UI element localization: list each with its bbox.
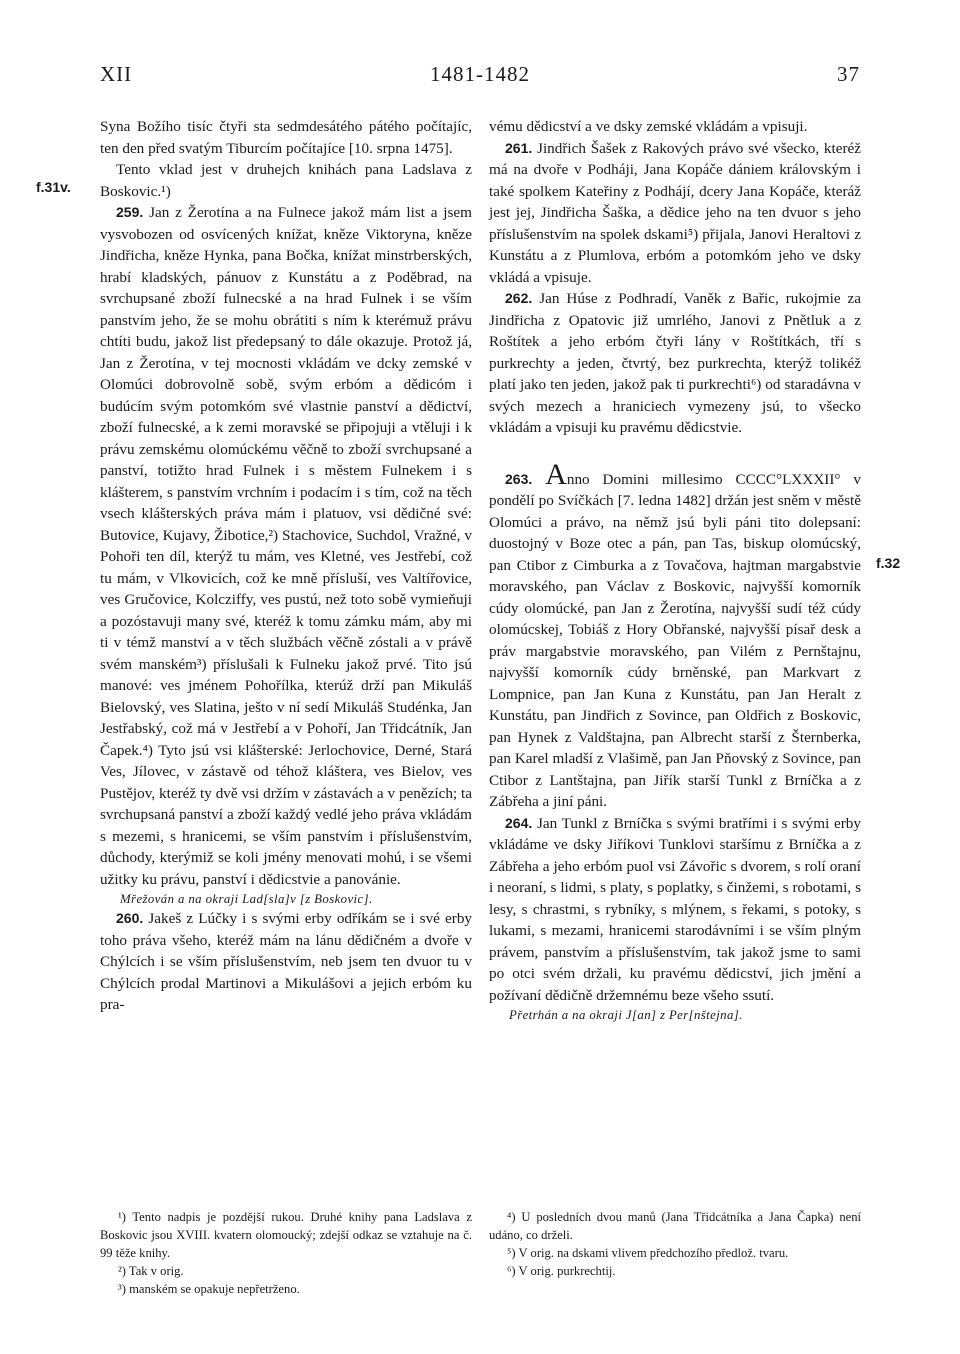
initial-letter: A xyxy=(545,457,567,491)
entry-text: Jindřich Šašek z Rakových právo své všecko, kteréž má na dvoře v Podháji, Jana Kopáče dániem královským i také spolkem Kateřiny z Podhájí, dcery Jana Kopáče, kteráž jest jej, Jindřicha Šaška, a dědice jeho na ten dvuor s jeho příslušenstvím na spolek dskami⁵) přijala, Janovi Heraltovi z Kunstátu a z Plumlova, erbóm a potomkóm jeho ve dsky vkládá a vpisuje. xyxy=(489,139,862,286)
entry-number: 264. xyxy=(505,814,533,831)
entry-text: Jakeš z Lúčky i s svými erby odříkám se i své erby toho práva všeho, kteréž mám na lánu dědičném a dvoře v Chýlcích i se vším příslušenstvím, neb jsem ten dvuor tu v Chýlcích prodal Martinovi a Mikulášovi a jejich erbóm ku pra- xyxy=(100,910,473,1013)
entry-text: Jan Húse z Podhradí, Vaněk z Bařic, rukojmie za Jindřicha z Opatovic již umrlého, Janovi z Pnětluk a z Roštítek a jeho erbóm čtyři lány v Roštítkách, tří s purkrechty a jeden, čtvrtý, bez purkrechta, kterýž tolikéž platí jako ten jeden, jakož pak ti purkrechti⁶) od staradávna v svých mezech a hraniciech vymezeny jsú, to všecko vkládám a vpisuji ku pravému dědicstvie. xyxy=(489,290,861,436)
entry-258-note: Tento vklad jest v druhejch knihách pana Ladslava z Boskovic.¹) xyxy=(100,161,472,200)
entry-number: 259. xyxy=(116,204,144,220)
entry-262 xyxy=(489,288,861,439)
footnote-3: ³) manském se opakuje nepřetrženo. xyxy=(118,1282,300,1296)
entry-264-annotation: Přetrhán a na okraji J[an] z Per[nštejna]. xyxy=(509,1008,743,1022)
left-column xyxy=(100,116,472,1016)
entry-text: Jan z Žerotína a na Fulnece jakož mám list a jsem vysvobozen od osvícených knížat, kněze Viktoryna, kněze Jindřicha, kněze Hynka, pana Bočka, knížat minstrberských, hrabí kladských, pánuov z Kunstátu a z Poděbrad, na svrchupsané zboží fulnecské a na hrad Fulnek i se vším panstvím jeho, že se mohu obrátiti s ním k kterémuž právu chtíti budu, jakož list předepsaný to dále okazuje. Protož já, Jan z Žerotína, v tej mocnosti vkládám ve dcky zemské v Olomúci dobrovolně sobě, svým erbóm a dědicóm i budúcím svým potomkóm své vlastnie panství a dědictví, zboží fulnecské, a k zemi moravské se připojuji a vtěluji i k právu zemskému olomúckému věčně to zboží svrchupsané a panství, totižto hrad Fulnek i s městem Fulnekem i s klášterem, s panstvím vrchním i podacím i s tím, což na těch vsech klášterských práva mám i platuov, vsi dědičné své: Butovice, Kujavy, Žibotice,²) Stachovice, Suchdol, Vražné, v Pohoři ten díl, kterýž tu mám, ves Kletné, ves Jestřebí, což tu mám, v Vlkovicích, což ke mně přísluší, ves Valtířovice, ves Gručovice, Kolcziffy, ves pustú, než toto sobě vymieňuji a pozóstavuji many své, kteréž k tomu zámku mám, aby mi ti v témž manství a v těch službách věčně zóstali a v právě svém manském³) příslušali k Fulneku jakož prvé. Tito jsú manové: ves jménem Pohořílka, kterúž drží pan Mikuláš Bielovský, ves Slatina, ješto v ní sedí Mikuláš Studénka, Jan Jestřabský, což má v Jestřebí a v Pohoří, Jan Třidcátník, Jan Čapek.⁴) Tyto jsú vsi klášterské: Jerlochovice, Derné, Stará Ves, Jílovec, v zástavě od téhož kláštera, ves Bielov, ves Pustějov, kteréž ty dvě vsi držím v zástavách a v penězích; ta svrchupsaná panství a zboží každý vedlé jeho práva vkládám s mezemi, s hranicemi, se vším panstvím i příslušenstvím, důchody, kterýmiž se koli jmény menovati mohú, i se všemi užitky ku právu, panství i dědicstvie a panovánie. xyxy=(100,204,472,888)
entry-259 xyxy=(100,202,472,890)
entry-259-annotation: Mřežován a na okraji Lad[sla]v [z Boskovic]. xyxy=(120,892,373,906)
footnote-1: ¹) Tento nadpis je pozdější rukou. Druhé knihy pana Ladslava z Boskovic jsou XVIII. kvatern olomoucký; zdejší odkaz se vztahuje na č. 99 těže knihy. xyxy=(100,1210,472,1260)
entry-260 xyxy=(100,908,472,1016)
entry-heading: nno Domini millesimo CCCC°LXXXII° xyxy=(566,470,841,488)
entry-263 xyxy=(489,457,862,813)
footnotes-right xyxy=(489,1208,861,1280)
right-column xyxy=(489,116,861,1024)
running-head-volume: XII xyxy=(100,62,133,86)
footnote-4: ⁴) U posledních dvou manů (Jana Třidcátníka a Jana Čapka) není udáno, co drželi. xyxy=(489,1210,861,1242)
entry-261 xyxy=(489,138,861,289)
entry-number: 263. xyxy=(505,470,533,487)
entry-number: 260. xyxy=(116,910,144,926)
entry-258-end: Syna Božího tisíc čtyři sta sedmdesátého pátého počítajíc, ten den před svatým Tiburcím počítajíce [10. srpna 1475]. xyxy=(100,118,472,157)
page-number: 37 xyxy=(837,62,860,86)
footnote-2: ²) Tak v orig. xyxy=(118,1264,184,1278)
running-head-years: 1481-1482 xyxy=(430,62,530,86)
entry-text: v pondělí po Svíčkách [7. ledna 1482] držán jest sněm v městě Olomúci a právo, na němž jsú byli páni tito dolepsaní: duostojný v Boze otec a pán, pan Tas, biskup olomúcský, pan Ctibor z Cimburka a z Tovačova, hajtman margabstvie moravského, pan Václav z Boskovic, najvyšší komorník cúdy olomúcké, pan Jan z Žerotína, najvyšší sudí též cúdy olomúcskej, Tobiáš z Hory Obřanské, najvyšší písař desk a práv margabstvie moravského, pan Vilém z Pernštajnu, najvyšší komorník cúdy brněnské, pan Markvart z Lompnice, pan Jan Kuna z Kunstátu, pan Jan Heralt z Kunstátu, pan Jindřich z Sovince, pan Oldřich z Boskovic, pan Hynek z Valdštajna, pan Albrecht starší z Šternberka, pan Karel mladší z Vlašimě, pan Jan Pňovský z Sovince, pan Ctibor z Lantštajna, pan Jiřík starší Tunkl z Brníčka a z Zábřeha a jiní páni. xyxy=(489,470,862,810)
footnotes-left xyxy=(100,1208,472,1298)
entry-number: 262. xyxy=(505,290,533,306)
folio-mark-right: f.32 xyxy=(876,555,901,571)
footnote-6: ⁶) V orig. purkrechtij. xyxy=(507,1264,616,1278)
entry-264 xyxy=(489,813,861,1007)
entry-number: 261. xyxy=(505,139,533,156)
footnote-5: ⁵) V orig. na dskami vlivem předchozího předlož. tvaru. xyxy=(507,1246,789,1260)
entry-260-end: vému dědicství a ve dsky zemské vkládám a vpisuji. xyxy=(489,118,808,135)
entry-text: Jan Tunkl z Brníčka s svými bratřími i s svými erby vkládáme ve dsky Jiříkovi Tunklovi staršímu z Brníčka a z Zábřeha a jeho erbóm puol vsi Závořic s dvorem, s rolí oraní i neoraní, s lidmi, s platy, s poplatky, s činžemi, s robotami, s lesy, s chrastmi, s rybníky, s mlýnem, s řekami, s potoky, s lukami, s mezami, hranicemi starodávními i se vším plným právem, panstvím a příslušenstvím, tak jakož jsme to sami po otci svém držali, ku pravému dědicství, jich jmění a požívaní dědičně držemnému beze všeho ssutí. xyxy=(489,814,861,1004)
folio-mark-left: f.31v. xyxy=(36,179,71,195)
